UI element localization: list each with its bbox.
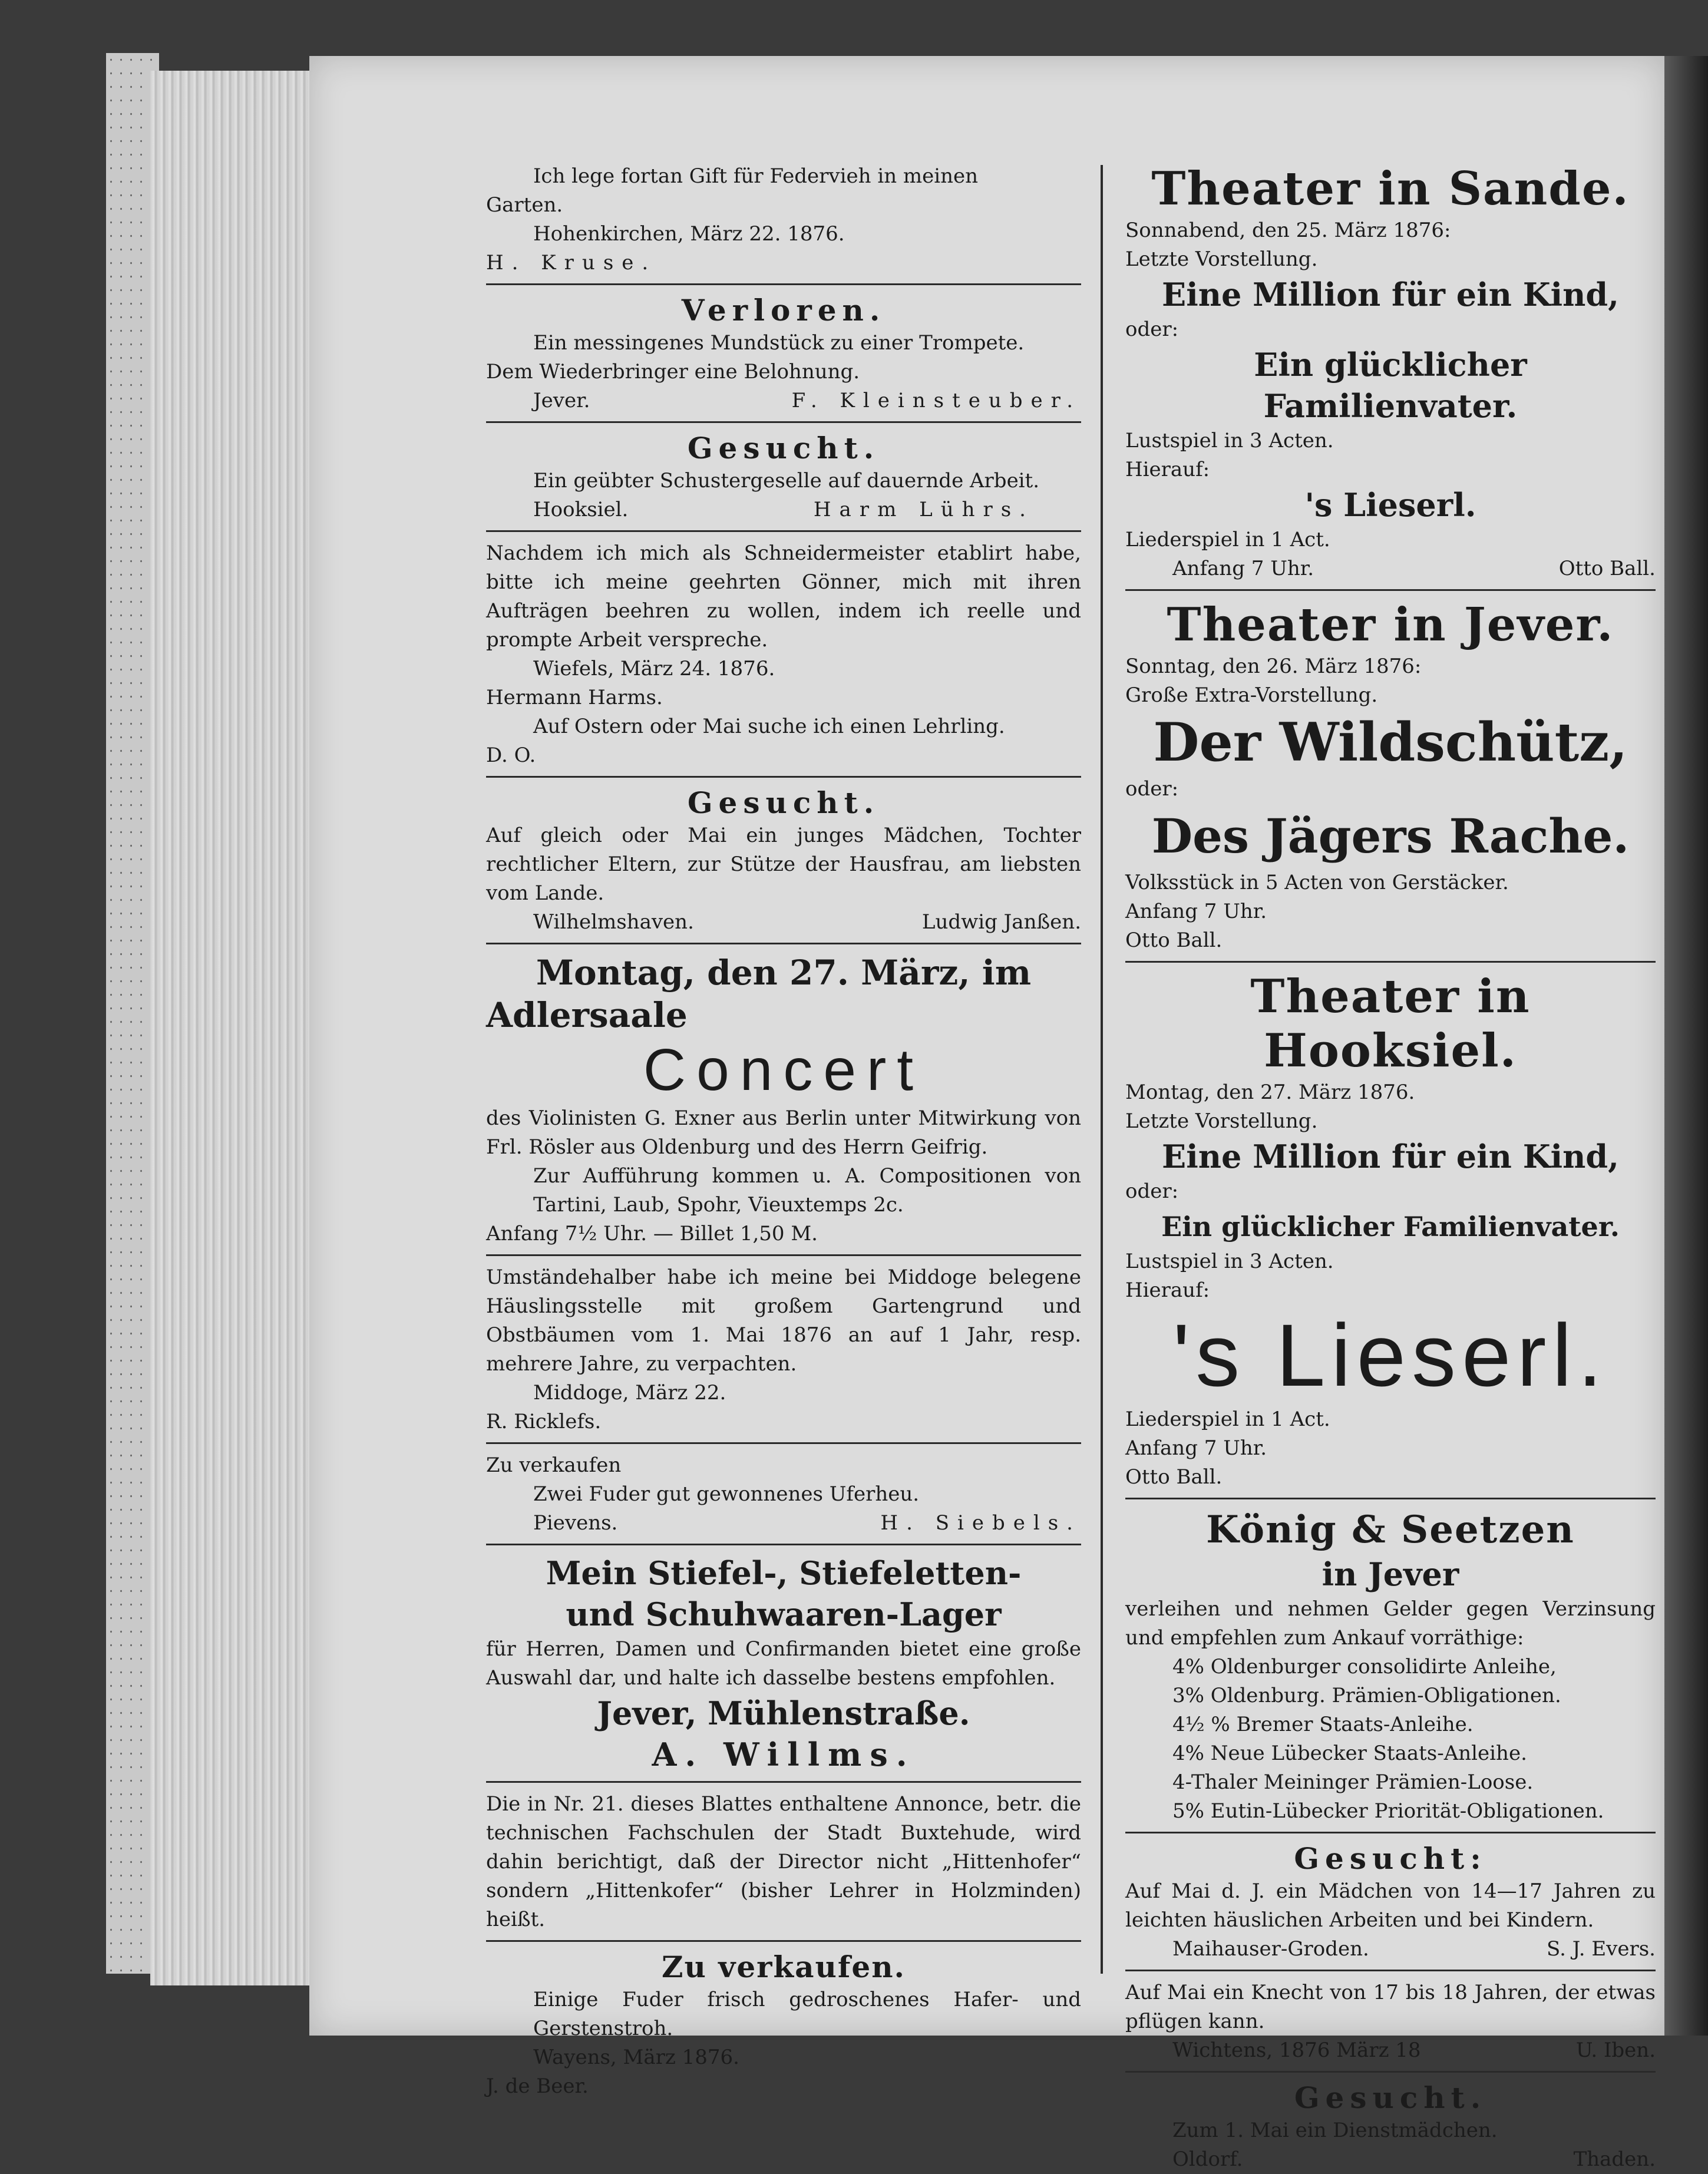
ad-signature: D. O. <box>486 744 536 767</box>
theater-title: Theater in Jever. <box>1167 598 1614 652</box>
ad-text: Letzte Vorstellung. <box>1125 247 1318 271</box>
divider <box>486 1254 1081 1256</box>
ad-text: Zwei Fuder gut gewonnenes Uferheu. <box>533 1482 920 1506</box>
ad-text: Ein geübter Schustergeselle auf dauernde Arbeit. <box>533 469 1040 493</box>
ad-haeuslingsstelle <box>486 1263 1081 1436</box>
ad-text: Sonnabend, den 25. März 1876: <box>1125 219 1451 242</box>
ad-signature: Otto Ball. <box>1558 557 1656 580</box>
ad-heading: Gesucht: <box>1294 1841 1487 1876</box>
ad-text: verleihen und nehmen Gelder gegen Verzinsung und empfehlen zum Ankauf vorräthige: <box>1125 1597 1656 1650</box>
ad-place: Hooksiel. <box>533 498 629 521</box>
list-item: 4% Oldenburger consolidirte Anleihe, <box>1172 1655 1557 1679</box>
ad-heading: Gesucht. <box>687 785 880 820</box>
divider <box>486 421 1081 423</box>
ad-knecht <box>1125 1978 1656 2065</box>
divider <box>1125 1832 1656 1833</box>
concert-title: Concert <box>643 1037 924 1103</box>
ad-text: Zum 1. Mai ein Dienstmädchen. <box>1172 2119 1498 2142</box>
ad-place: Middoge, März 22. <box>533 1381 726 1405</box>
ad-signature: Otto Ball. <box>1125 1465 1223 1489</box>
ad-signature: H. Siebels. <box>880 1511 1081 1535</box>
ad-text: Anfang 7 Uhr. <box>1125 900 1267 923</box>
ad-text: Lustspiel in 3 Acten. <box>1125 429 1334 452</box>
ad-place: Jever. <box>533 389 590 412</box>
ad-signature: S. J. Evers. <box>1547 1937 1656 1961</box>
divider <box>486 283 1081 285</box>
ad-text: Sonntag, den 26. März 1876: <box>1125 655 1422 678</box>
ad-text: Lustspiel in 3 Acten. <box>1125 1250 1334 1273</box>
ad-text: Dem Wiederbringer eine Belohnung. <box>486 360 860 384</box>
right-column <box>1125 162 1656 2174</box>
divider <box>486 1544 1081 1545</box>
divider <box>486 943 1081 944</box>
ad-signature: R. Ricklefs. <box>486 1410 602 1433</box>
play-title: Des Jägers Rache. <box>1151 808 1630 864</box>
ad-place: Hohenkirchen, März 22. 1876. <box>533 222 845 246</box>
ad-text: Die in Nr. 21. dieses Blattes enthaltene Annonce, betr. die technischen Fachschulen der Stadt Buxtehude, wird dahin berichtigt, daß der Director nicht „Hittenhofer“ sondern „Hittenkofer“ (bisher Lehrer in Holzminden) heißt. <box>486 1792 1081 1931</box>
divider <box>1125 961 1656 963</box>
ad-zu-verkaufen-stroh <box>486 1949 1081 2101</box>
play-title: Ein glücklicher Familienvater. <box>1161 1211 1620 1243</box>
ad-text: des Violinisten G. Exner aus Berlin unter Mitwirkung von Frl. Rösler aus Oldenburg und des Herrn Geifrig. <box>486 1106 1081 1159</box>
ad-text: Hierauf: <box>1125 458 1210 481</box>
ad-heading: Gesucht. <box>687 431 880 465</box>
divider <box>486 530 1081 532</box>
list-item: 4½ % Bremer Staats-Anleihe. <box>1172 1713 1474 1736</box>
ad-text: oder: <box>1125 777 1179 801</box>
ad-text: Nachdem ich mich als Schneidermeister etablirt habe, bitte ich meine geehrten Gönner, mich mit ihren Aufträgen beehren zu wollen, indem ich reelle und prompte Arbeit verspreche. <box>486 541 1081 652</box>
ad-place: Wayens, März 1876. <box>533 2046 739 2069</box>
ad-place: Oldorf. <box>1172 2147 1243 2171</box>
left-column <box>486 162 1081 2101</box>
ad-gesucht-schuster <box>486 430 1081 524</box>
ad-text: Umständehalber habe ich meine bei Middoge belegene Häuslingsstelle mit großem Gartengrund und Obstbäumen vom 1. Mai 1876 an auf 1 Jahr, resp. mehrere Jahre, zu verpachten. <box>486 1266 1081 1376</box>
ad-signature: A. Willms. <box>652 1736 916 1773</box>
ad-koenig-seetzen <box>1125 1506 1656 1826</box>
ad-signature: H. Kruse. <box>486 251 657 275</box>
concert-venue: Adlersaale <box>486 995 688 1035</box>
ad-heading: Gesucht. <box>1294 2080 1487 2115</box>
ad-text: Auf Ostern oder Mai suche ich einen Lehrling. <box>533 715 1005 738</box>
ad-text: Anfang 7 Uhr. <box>1125 1436 1267 1460</box>
ad-signature: Hermann Harms. <box>486 686 663 709</box>
divider <box>1125 589 1656 591</box>
ad-gesucht-kinder <box>1125 1841 1656 1964</box>
ad-heading: Zu verkaufen <box>486 1453 622 1477</box>
ad-text: Garten. <box>486 193 563 217</box>
play-title: Eine Million für ein Kind, <box>1162 1138 1619 1175</box>
ad-place: Jever, Mühlenstraße. <box>597 1694 970 1732</box>
ad-text: oder: <box>1125 318 1179 341</box>
ad-text: Auf gleich oder Mai ein junges Mädchen, Tochter rechtlicher Eltern, zur Stütze der Hausfrau, am liebsten vom Lande. <box>486 824 1081 905</box>
ad-signature: J. de Beer. <box>486 2074 589 2098</box>
divider <box>486 776 1081 778</box>
ad-signature: F. Kleinsteuber. <box>791 389 1081 412</box>
ad-text: oder: <box>1125 1179 1179 1203</box>
list-item: 3% Oldenburg. Prämien-Obligationen. <box>1172 1684 1561 1707</box>
ad-place: Wilhelmshaven. <box>533 910 694 934</box>
ad-text: Hierauf: <box>1125 1278 1210 1302</box>
play-title: Ein glücklicher Familienvater. <box>1254 346 1527 425</box>
ad-text: Auf Mai ein Knecht von 17 bis 18 Jahren, der etwas pflügen kann. <box>1125 1981 1656 2033</box>
ad-text: Liederspiel in 1 Act. <box>1125 528 1330 551</box>
ad-heading: und Schuhwaaren-Lager <box>566 1595 1002 1633</box>
play-title: 's Lieserl. <box>1304 486 1476 524</box>
ad-signature: Harm Lührs. <box>813 498 1034 521</box>
ad-signature: Thaden. <box>1573 2147 1656 2171</box>
ad-schneider <box>486 539 1081 770</box>
ad-text: Ich lege fortan Gift für Federvieh in meinen <box>533 164 979 188</box>
ad-verloren <box>486 292 1081 415</box>
ad-text: Anfang 7½ Uhr. — Billet 1,50 M. <box>486 1222 818 1245</box>
ad-stiefel <box>486 1552 1081 1775</box>
ad-theater-sande <box>1125 162 1656 583</box>
theater-title: Theater in Hooksiel. <box>1250 970 1531 1078</box>
list-item: 4% Neue Lübecker Staats-Anleihe. <box>1172 1742 1527 1765</box>
ad-text: für Herren, Damen und Confirmanden bietet eine große Auswahl dar, und halte ich dasselbe bestens empfohlen. <box>486 1637 1081 1690</box>
ad-place: Wiefels, März 24. 1876. <box>533 657 775 680</box>
divider <box>1125 2071 1656 2073</box>
ad-place: Wichtens, 1876 März 18 <box>1172 2038 1421 2062</box>
ad-place: Pievens. <box>533 1511 618 1535</box>
ad-gift <box>486 162 1081 277</box>
ad-text: Auf Mai d. J. ein Mädchen von 14—17 Jahren zu leichten häuslichen Arbeiten und bei Kindern. <box>1125 1879 1656 1932</box>
ad-text: Letzte Vorstellung. <box>1125 1109 1318 1133</box>
play-title: Eine Million für ein Kind, <box>1162 276 1619 313</box>
book-page-edges <box>150 71 309 1985</box>
ad-text: Ein messingenes Mundstück zu einer Trompete. <box>533 331 1025 355</box>
concert-date: Montag, den 27. März, im <box>536 953 1032 993</box>
ad-dienstmaedchen <box>1125 2080 1656 2174</box>
divider <box>1125 1498 1656 1499</box>
ad-text: Große Extra-Vorstellung. <box>1125 683 1378 707</box>
ad-berichtigung <box>486 1790 1081 1934</box>
ad-concert <box>486 951 1081 1248</box>
divider <box>486 1940 1081 1942</box>
list-item: 5% Eutin-Lübecker Priorität-Obligationen. <box>1172 1799 1604 1823</box>
ad-signature: Otto Ball. <box>1125 929 1223 952</box>
ad-heading: Mein Stiefel-, Stiefeletten- <box>546 1554 1022 1592</box>
ad-zu-verkaufen-heu <box>486 1451 1081 1538</box>
bank-subtitle: in Jever <box>1322 1555 1459 1593</box>
bank-title: König & Seetzen <box>1206 1508 1575 1552</box>
book-gutter-shadow <box>1664 56 1708 2036</box>
ad-heading: Verloren. <box>681 293 886 328</box>
list-item: 4-Thaler Meininger Prämien-Loose. <box>1172 1770 1534 1794</box>
play-title: Der Wildschütz, <box>1153 711 1628 774</box>
play-title: 's Lieserl. <box>1172 1306 1608 1405</box>
ad-text: Zur Aufführung kommen u. A. Compositionen von Tartini, Laub, Spohr, Vieuxtemps 2c. <box>533 1164 1081 1217</box>
ad-text: Liederspiel in 1 Act. <box>1125 1408 1330 1431</box>
ad-text: Anfang 7 Uhr. <box>1172 557 1314 580</box>
ad-text: Einige Fuder frisch gedroschenes Hafer- und Gerstenstroh. <box>533 1988 1081 2040</box>
divider <box>486 1781 1081 1783</box>
ad-gesucht-maedchen <box>486 785 1081 937</box>
ad-text: Montag, den 27. März 1876. <box>1125 1081 1415 1104</box>
ad-signature: U. Iben. <box>1575 2038 1656 2062</box>
theater-title: Theater in Sande. <box>1151 162 1630 216</box>
ad-place: Maihauser-Groden. <box>1172 1937 1369 1961</box>
ad-heading: Zu verkaufen. <box>662 1950 906 1984</box>
ad-theater-jever <box>1125 598 1656 955</box>
divider <box>1125 1970 1656 1971</box>
ad-signature: Ludwig Janßen. <box>921 910 1081 934</box>
ad-theater-hooksiel <box>1125 970 1656 1492</box>
ad-text: Volksstück in 5 Acten von Gerstäcker. <box>1125 871 1509 894</box>
newspaper-page <box>309 56 1664 2171</box>
column-divider <box>1101 165 1103 1974</box>
divider <box>486 1442 1081 1444</box>
